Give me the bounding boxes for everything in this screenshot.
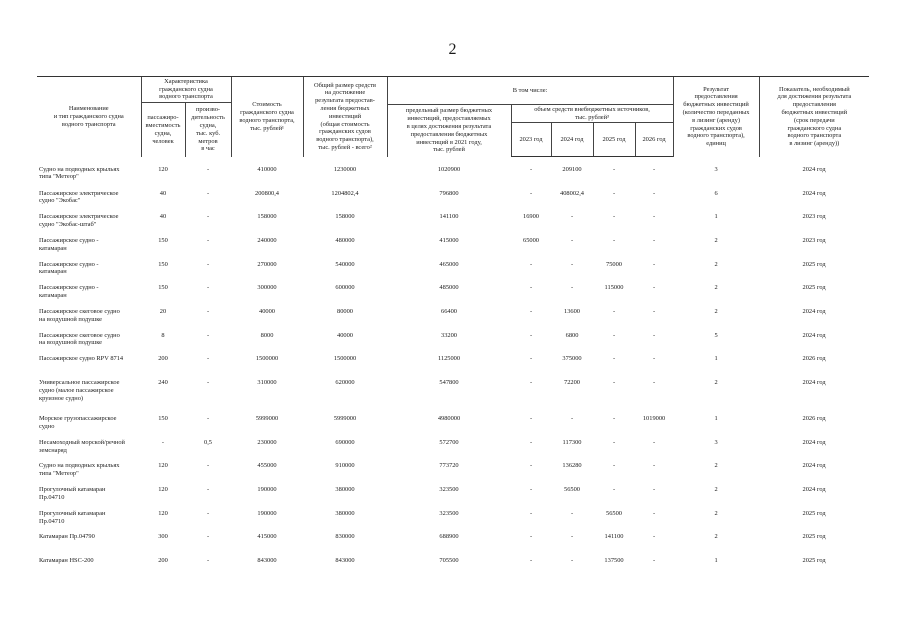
cell-result: 2 — [714, 533, 718, 541]
cell-year-2025: - — [612, 166, 616, 173]
cell-result: 2 — [714, 236, 718, 244]
cell-passengers: - — [161, 438, 165, 446]
cell-productivity: - — [206, 486, 210, 494]
cell-year-2026: - — [652, 307, 656, 315]
header-passengers: пассажиро- вместимость судна, человек — [141, 103, 185, 157]
cell-year-2023: - — [529, 509, 533, 517]
table-row — [37, 510, 869, 534]
cell-year-2023: - — [529, 331, 533, 339]
cell-name: Прогулочный катамаран Пр.04710 — [39, 509, 106, 525]
cell-result: 1 — [714, 557, 718, 565]
cell-year-2024: 6800 — [565, 331, 579, 339]
cell-year-2024: - — [570, 509, 574, 517]
table-row — [37, 533, 869, 557]
cell-year-2026: - — [652, 213, 656, 221]
cell-year-2026: - — [652, 557, 656, 565]
header-cost: Стоимость гражданского судна водного транспорта, тыс. рублей¹ — [231, 77, 303, 157]
cell-passengers: 120 — [158, 486, 168, 494]
cell-max-budget: 572700 — [439, 438, 459, 446]
cell-total: 910000 — [335, 462, 355, 470]
cell-total: 40000 — [337, 331, 353, 339]
cell-total: 5999000 — [333, 415, 357, 422]
cell-year-2025: 141100 — [604, 533, 624, 541]
cell-year-2023: - — [529, 260, 533, 268]
cell-year-2026: - — [652, 486, 656, 494]
cell-cost: 40000 — [259, 307, 275, 315]
cell-year-2024: 117300 — [562, 438, 582, 446]
cell-deadline: 2024 год — [802, 331, 826, 339]
cell-name: Пассажирское скеговое судно на воздушной подушке — [39, 307, 120, 323]
cell-passengers: 8 — [161, 331, 165, 339]
cell-max-budget: 323500 — [439, 486, 459, 494]
header-including: В том числе: — [387, 77, 673, 105]
cell-deadline: 2025 год — [802, 533, 826, 541]
cell-cost: 455000 — [257, 462, 277, 470]
table-row — [37, 332, 869, 356]
table-row — [37, 557, 869, 581]
table-row — [37, 486, 869, 510]
cell-passengers: 150 — [158, 236, 168, 244]
cell-max-budget: 141100 — [439, 213, 459, 221]
cell-year-2025: - — [612, 355, 616, 363]
cell-productivity: - — [206, 533, 210, 541]
cell-cost: 5999000 — [255, 415, 279, 422]
page-number: 2 — [448, 41, 457, 58]
cell-deadline: 2023 год — [802, 213, 826, 221]
table-row — [37, 213, 869, 237]
table-row — [37, 379, 869, 415]
cell-year-2024: 72200 — [564, 379, 580, 386]
cell-total: 480000 — [335, 236, 355, 244]
cell-result: 6 — [714, 189, 718, 197]
cell-productivity: - — [206, 284, 210, 292]
cell-deadline: 2023 год — [802, 236, 826, 244]
cell-result: 1 — [714, 415, 718, 422]
cell-name: Пассажирское судно - катамаран — [39, 236, 99, 252]
cell-deadline: 2024 год — [802, 486, 826, 494]
cell-max-budget: 4980000 — [437, 415, 461, 422]
cell-productivity: - — [206, 331, 210, 339]
cell-result: 1 — [714, 355, 718, 363]
cell-productivity: - — [206, 189, 210, 197]
cell-passengers: 120 — [158, 509, 168, 517]
cell-cost: 158000 — [257, 213, 277, 221]
cell-name: Пассажирское электрическое судно "Экобас-штаб" — [39, 213, 119, 228]
cell-name: Морское грузопассажирское судно — [39, 415, 117, 430]
cell-passengers: 20 — [159, 307, 167, 315]
cell-passengers: 150 — [158, 284, 168, 292]
cell-cost: 310000 — [257, 379, 277, 386]
cell-year-2025: - — [612, 213, 616, 221]
cell-total: 690000 — [335, 438, 355, 446]
cell-year-2025: - — [612, 486, 616, 494]
cell-cost: 190000 — [257, 509, 277, 517]
cell-max-budget: 1020900 — [437, 165, 461, 173]
table-row — [37, 261, 869, 285]
cell-cost: 230000 — [257, 438, 277, 446]
cell-deadline: 2025 год — [802, 557, 826, 565]
cell-year-2023: - — [529, 438, 533, 446]
cell-year-2023: - — [529, 486, 533, 494]
cell-year-2025: 115000 — [604, 284, 624, 292]
table-row — [37, 190, 869, 214]
cell-year-2023: - — [529, 166, 533, 173]
cell-year-2024: - — [570, 284, 574, 292]
header-max-budget: предельный размер бюджетных инвестиций, предоставляемых в целях достижения результата предоставления бюджетных инвестиций в 2021 году, тыс. рублей — [387, 105, 511, 157]
cell-year-2023: - — [529, 284, 533, 292]
cell-deadline: 2025 год — [802, 284, 826, 292]
cell-year-2024: - — [570, 236, 574, 244]
header-name: Наименование и тип гражданского судна водного транспорта — [37, 77, 141, 157]
cell-total: 1500000 — [333, 355, 357, 363]
cell-deadline: 2024 год — [802, 462, 826, 470]
cell-year-2023: - — [529, 415, 533, 422]
cell-year-2026: - — [652, 166, 656, 173]
cell-total: 540000 — [335, 260, 355, 268]
cell-passengers: 150 — [158, 260, 168, 268]
table-row — [37, 284, 869, 308]
cell-year-2026: - — [652, 260, 656, 268]
cell-passengers: 40 — [159, 213, 167, 221]
cell-year-2026: - — [652, 462, 656, 470]
table-row — [37, 157, 869, 190]
cell-year-2026: - — [652, 509, 656, 517]
cell-result: 3 — [714, 165, 718, 173]
cell-total: 843000 — [335, 557, 355, 565]
cell-max-budget: 415000 — [439, 236, 459, 244]
cell-year-2026: - — [652, 331, 656, 339]
cell-name: Несамоходный морской/речной земснаряд — [39, 438, 125, 454]
cell-max-budget: 33200 — [441, 331, 457, 339]
table-row — [37, 237, 869, 261]
cell-passengers: 150 — [158, 415, 168, 422]
cell-productivity: - — [206, 307, 210, 315]
table-body — [37, 157, 869, 581]
cell-year-2025: - — [612, 331, 616, 339]
cell-name: Катамаран Пр.04790 — [39, 533, 95, 541]
cell-year-2024: - — [570, 213, 574, 221]
cell-year-2026: - — [652, 379, 656, 386]
cell-total: 80000 — [337, 307, 353, 315]
cell-year-2026: - — [652, 189, 656, 197]
cell-max-budget: 547800 — [439, 379, 459, 386]
cell-passengers: 200 — [158, 355, 168, 363]
cell-year-2023: - — [529, 533, 533, 541]
cell-name: Пассажирское электрическое судно "Экобас" — [39, 189, 119, 205]
cell-max-budget: 465000 — [439, 260, 459, 268]
cell-productivity: - — [206, 260, 210, 268]
cell-result: 2 — [714, 462, 718, 470]
cell-max-budget: 485000 — [439, 284, 459, 292]
header-result: Результат предоставления бюджетных инвестиций (количество переданных в лизинг (аренду) гражданских судов водного транспорта), единиц — [673, 77, 759, 157]
cell-year-2023: - — [529, 307, 533, 315]
table-row — [37, 439, 869, 463]
cell-year-2023: 65000 — [523, 236, 539, 244]
cell-year-2024: 375000 — [562, 355, 582, 363]
cell-name: Пассажирское судно - катамаран — [39, 260, 99, 276]
cell-productivity: - — [206, 462, 210, 470]
cell-result: 3 — [714, 438, 718, 446]
cell-name: Судно на подводных крыльях типа "Метеор" — [39, 462, 120, 478]
cell-year-2026: - — [652, 284, 656, 292]
cell-year-2025: 137500 — [604, 557, 624, 565]
cell-year-2023: 16900 — [523, 213, 539, 221]
cell-cost: 1500000 — [255, 355, 279, 363]
cell-total: 600000 — [335, 284, 355, 292]
cell-deadline: 2024 год — [802, 165, 826, 173]
cell-max-budget: 66400 — [441, 307, 457, 315]
cell-year-2024: 56500 — [564, 486, 580, 494]
cell-deadline: 2026 год — [802, 355, 826, 363]
cell-year-2024: - — [570, 260, 574, 268]
cell-year-2025: - — [612, 379, 616, 386]
header-year-2025: 2025 год — [593, 123, 635, 157]
cell-year-2025: - — [612, 462, 616, 470]
cell-year-2025: 75000 — [606, 260, 622, 268]
cell-total: 1204802,4 — [331, 189, 359, 197]
cell-year-2026: - — [652, 236, 656, 244]
table-row — [37, 462, 869, 486]
cell-name: Судно на подводных крыльях типа "Метеор" — [39, 165, 120, 181]
cell-passengers: 300 — [158, 533, 168, 541]
cell-year-2026: - — [652, 355, 656, 363]
cell-cost: 843000 — [257, 557, 277, 565]
cell-deadline: 2025 год — [802, 260, 826, 268]
table-row — [37, 308, 869, 332]
cell-year-2023: - — [529, 379, 533, 386]
cell-productivity: - — [206, 415, 210, 422]
cell-max-budget: 1125000 — [437, 355, 461, 363]
cell-name: Катамаран HSC-200 — [39, 557, 94, 565]
header-extra-budget: объем средств внебюджетных источников, тыс. рублей³ — [511, 105, 673, 123]
cell-name: Прогулочный катамаран Пр.04710 — [39, 486, 106, 501]
cell-productivity: - — [206, 379, 210, 386]
cell-cost: 410000 — [257, 165, 277, 173]
cell-passengers: 200 — [158, 557, 168, 565]
cell-deadline: 2024 год — [802, 307, 826, 315]
cell-year-2023: - — [529, 189, 533, 197]
cell-name: Пассажирское судно - катамаран — [39, 284, 99, 300]
cell-productivity: 0,5 — [204, 438, 212, 446]
cell-max-budget: 796800 — [439, 189, 459, 197]
cell-name: Универсальное пассажирское судно (малое пассажирское круизное судно) — [39, 379, 120, 402]
cell-year-2024: 209100 — [562, 166, 582, 173]
cell-productivity: - — [206, 213, 210, 221]
cell-total: 1230000 — [333, 165, 357, 173]
cell-deadline: 2025 год — [802, 509, 826, 517]
cell-year-2025: - — [612, 415, 616, 422]
cell-deadline: 2024 год — [802, 189, 826, 197]
cell-max-budget: 705500 — [439, 557, 459, 565]
cell-cost: 415000 — [257, 533, 277, 541]
cell-cost: 190000 — [257, 486, 277, 494]
cell-total: 158000 — [335, 213, 355, 221]
cell-deadline: 2024 год — [802, 438, 826, 446]
cell-total: 830000 — [335, 533, 355, 541]
cell-year-2025: - — [612, 189, 616, 197]
cell-passengers: 120 — [158, 462, 168, 470]
cell-result: 2 — [714, 486, 718, 494]
cell-year-2024: - — [570, 533, 574, 541]
cell-cost: 270000 — [257, 260, 277, 268]
cell-year-2025: - — [612, 307, 616, 315]
header-year-2023: 2023 год — [511, 123, 551, 157]
cell-year-2024: - — [570, 415, 574, 422]
cell-productivity: - — [206, 509, 210, 517]
table-row — [37, 415, 869, 439]
cell-result: 1 — [714, 213, 718, 221]
cell-passengers: 120 — [158, 165, 168, 173]
cell-passengers: 240 — [158, 379, 168, 386]
cell-year-2025: - — [612, 438, 616, 446]
cell-passengers: 40 — [159, 189, 167, 197]
cell-deadline: 2026 год — [802, 415, 826, 422]
cell-max-budget: 773720 — [439, 462, 459, 470]
header-year-2024: 2024 год — [551, 123, 593, 157]
cell-year-2025: 56500 — [606, 509, 622, 517]
cell-productivity: - — [206, 557, 210, 565]
header-characteristic: Характеристика гражданского судна водного транспорта — [141, 77, 231, 103]
cell-productivity: - — [206, 236, 210, 244]
cell-name: Пассажирское скеговое судно на воздушной подушке — [39, 331, 120, 347]
cell-cost: 200800,4 — [255, 189, 279, 197]
cell-max-budget: 688900 — [439, 533, 459, 541]
cell-year-2023: - — [529, 462, 533, 470]
cell-year-2026: - — [652, 533, 656, 541]
cell-year-2025: - — [612, 236, 616, 244]
cell-cost: 240000 — [257, 236, 277, 244]
cell-total: 620000 — [335, 379, 355, 386]
cell-year-2024: 13600 — [564, 307, 580, 315]
cell-year-2024: 136280 — [562, 462, 582, 470]
cell-max-budget: 323500 — [439, 509, 459, 517]
cell-year-2026: - — [652, 438, 656, 446]
cell-result: 2 — [714, 307, 718, 315]
header-indicator: Показатель, необходимый для достижения результата предоставления бюджетных инвестиций (срок передачи гражданского судна водного транспорта в лизинг (аренду)) — [759, 77, 869, 157]
cell-year-2024: - — [570, 557, 574, 565]
cell-total: 380000 — [335, 509, 355, 517]
cell-name: Пассажирское судно RPV 8714 — [39, 355, 124, 363]
cell-cost: 300000 — [257, 284, 277, 292]
cell-deadline: 2024 год — [802, 379, 826, 386]
cell-year-2023: - — [529, 355, 533, 363]
investment-table — [37, 76, 869, 581]
cell-result: 2 — [714, 379, 718, 386]
cell-year-2024: 408002,4 — [560, 189, 584, 197]
cell-result: 2 — [714, 509, 718, 517]
cell-year-2026: 1019000 — [642, 415, 666, 422]
cell-year-2023: - — [529, 557, 533, 565]
cell-productivity: - — [206, 165, 210, 173]
table-row — [37, 355, 869, 379]
cell-cost: 8000 — [260, 331, 274, 339]
header-productivity: произво- дительность судна, тыс. куб. метров в час — [185, 103, 231, 157]
cell-result: 2 — [714, 260, 718, 268]
cell-total: 380000 — [335, 486, 355, 494]
cell-result: 5 — [714, 331, 718, 339]
header-year-2026: 2026 год — [635, 123, 673, 157]
header-total: Общий размер средств на достижение результата предостав- ления бюджетных инвестиций (общая стоимость гражданских судов водного транспорта), тыс. рублей - всего² — [303, 77, 387, 157]
cell-productivity: - — [206, 355, 210, 363]
cell-result: 2 — [714, 284, 718, 292]
